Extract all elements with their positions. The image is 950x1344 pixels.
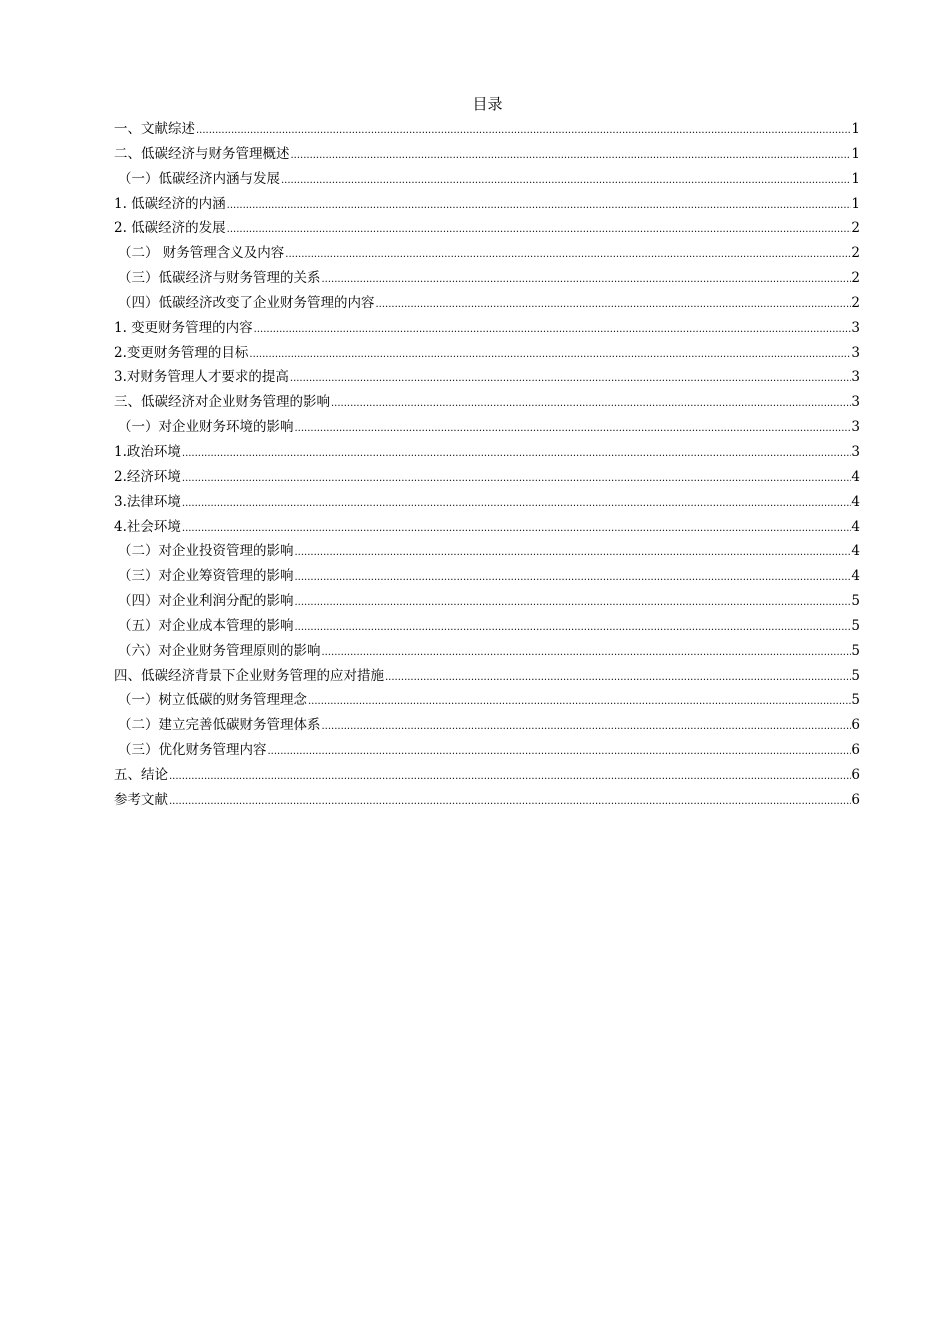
toc-entry[interactable] <box>114 117 860 142</box>
toc-dot-leader <box>385 666 851 691</box>
toc-entry-page-number: 4 <box>851 518 860 535</box>
toc-dot-leader <box>227 218 852 243</box>
toc-entry-page-number: 4 <box>851 493 860 510</box>
toc-entry-text: （一）树立低碳的财务管理理念 <box>118 692 307 709</box>
toc-entry[interactable] <box>114 415 860 440</box>
toc-entry-page-number: 5 <box>851 642 860 659</box>
toc-entry-page-number: 3 <box>851 319 860 336</box>
toc-entry-text: 4.社会环境 <box>114 518 181 535</box>
toc-dot-leader <box>249 343 851 368</box>
toc-entry-text: 1. 变更财务管理的内容 <box>114 319 253 336</box>
toc-entry[interactable] <box>114 738 860 763</box>
toc-entry[interactable] <box>114 192 860 217</box>
toc-entry-text: 二、低碳经济与财务管理概述 <box>114 145 290 162</box>
toc-entry-text: （二）建立完善低碳财务管理体系 <box>118 717 321 734</box>
toc-entry[interactable] <box>114 291 860 316</box>
toc-entry[interactable] <box>114 688 860 713</box>
toc-entry[interactable] <box>114 713 860 738</box>
toc-dot-leader <box>322 641 852 666</box>
toc-dot-leader <box>308 690 851 715</box>
toc-dot-leader <box>281 169 851 194</box>
toc-dot-leader <box>285 243 851 268</box>
toc-entry-page-number: 3 <box>851 394 860 411</box>
toc-entry-text: （一）对企业财务环境的影响 <box>118 419 294 436</box>
toc-entry-text: （三）低碳经济与财务管理的关系 <box>118 270 321 287</box>
toc-entry[interactable] <box>114 365 860 390</box>
toc-entry-text: 1.政治环境 <box>114 443 181 460</box>
toc-dot-leader <box>295 591 852 616</box>
toc-dot-leader <box>169 790 851 815</box>
toc-entry-page-number: 1 <box>851 170 860 187</box>
toc-entry[interactable] <box>114 341 860 366</box>
toc-entry-text: 四、低碳经济背景下企业财务管理的应对措施 <box>114 667 384 684</box>
toc-entry-page-number: 5 <box>851 667 860 684</box>
toc-entry-page-number: 2 <box>851 270 860 287</box>
toc-entry-page-number: 2 <box>851 245 860 262</box>
toc-dot-leader <box>182 442 852 467</box>
toc-entry[interactable] <box>114 440 860 465</box>
toc-entry[interactable] <box>114 390 860 415</box>
toc-entry[interactable] <box>114 216 860 241</box>
toc-entry[interactable] <box>114 316 860 341</box>
toc-dot-leader <box>322 715 852 740</box>
toc-entry-text: （一）低碳经济内涵与发展 <box>118 170 280 187</box>
toc-dot-leader <box>182 517 852 542</box>
toc-dot-leader <box>290 367 852 392</box>
toc-entry-text: 3.法律环境 <box>114 493 181 510</box>
toc-dot-leader <box>295 541 852 566</box>
toc-entry-page-number: 3 <box>851 443 860 460</box>
toc-entry-page-number: 1 <box>851 145 860 162</box>
toc-entry[interactable] <box>114 589 860 614</box>
toc-entry[interactable] <box>114 539 860 564</box>
toc-entry[interactable] <box>114 614 860 639</box>
toc-entry-page-number: 1 <box>851 121 860 137</box>
toc-dot-leader <box>322 268 852 293</box>
toc-entry-page-number: 5 <box>851 692 860 709</box>
toc-dot-leader <box>268 740 852 765</box>
toc-entry-text: 参考文献 <box>114 791 168 808</box>
toc-entry-page-number: 6 <box>851 766 860 783</box>
toc-entry-page-number: 1 <box>851 195 860 212</box>
toc-dot-leader <box>169 765 851 790</box>
toc-entry-text: 1. 低碳经济的内涵 <box>114 195 226 212</box>
toc-entry-page-number: 6 <box>851 717 860 734</box>
toc-entry-text: 一、文献综述 <box>114 121 195 137</box>
toc-entry[interactable] <box>114 639 860 664</box>
toc-dot-leader <box>295 616 852 641</box>
toc-entry[interactable] <box>114 788 860 813</box>
toc-entry[interactable] <box>114 465 860 490</box>
toc-entry[interactable] <box>114 664 860 689</box>
toc-entry-page-number: 4 <box>851 568 860 585</box>
toc-entry-text: 五、结论 <box>114 766 168 783</box>
toc-entry-text: （五）对企业成本管理的影响 <box>118 617 294 634</box>
toc-dot-leader <box>295 417 852 442</box>
toc-entry[interactable] <box>114 490 860 515</box>
toc-entry-text: （二） 财务管理含义及内容 <box>118 245 285 262</box>
toc-entry-text: 2.经济环境 <box>114 468 181 485</box>
toc-entry-page-number: 5 <box>851 617 860 634</box>
toc-entry-page-number: 3 <box>851 369 860 386</box>
toc-entry-text: （三）对企业筹资管理的影响 <box>118 568 294 585</box>
toc-entry[interactable] <box>114 564 860 589</box>
toc-entry-page-number: 6 <box>851 742 860 759</box>
toc-dot-leader <box>331 392 851 417</box>
toc-entry-text: （四）对企业利润分配的影响 <box>118 593 294 610</box>
toc-dot-leader <box>196 119 851 144</box>
toc-entry-page-number: 4 <box>851 543 860 560</box>
toc-dot-leader <box>182 492 852 517</box>
toc-entry-text: 2. 低碳经济的发展 <box>114 220 226 237</box>
toc-dot-leader <box>254 318 852 343</box>
toc-entry-page-number: 5 <box>851 593 860 610</box>
toc-entry-text: 3.对财务管理人才要求的提高 <box>114 369 289 386</box>
toc-entry-page-number: 4 <box>851 468 860 485</box>
toc-dot-leader <box>291 144 852 169</box>
toc-entry[interactable] <box>114 241 860 266</box>
toc-dot-leader <box>295 566 852 591</box>
toc-entry-page-number: 3 <box>851 344 860 361</box>
toc-dot-leader <box>182 467 852 492</box>
toc-dot-leader <box>376 293 852 318</box>
toc-entry[interactable] <box>114 763 860 788</box>
toc-entry-text: （二）对企业投资管理的影响 <box>118 543 294 560</box>
toc-list <box>114 117 860 813</box>
toc-entry-text: 2.变更财务管理的目标 <box>114 344 249 361</box>
toc-entry-text: （六）对企业财务管理原则的影响 <box>118 642 321 659</box>
toc-entry-page-number: 3 <box>851 419 860 436</box>
toc-entry[interactable] <box>114 515 860 540</box>
toc-entry-text: 三、低碳经济对企业财务管理的影响 <box>114 394 330 411</box>
toc-entry-page-number: 6 <box>851 791 860 808</box>
toc-title: 目录 <box>472 95 503 113</box>
toc-entry-text: （三）优化财务管理内容 <box>118 742 267 759</box>
toc-dot-leader <box>227 194 852 219</box>
toc-entry-page-number: 2 <box>851 294 860 311</box>
toc-entry-text: （四）低碳经济改变了企业财务管理的内容 <box>118 294 375 311</box>
toc-entry[interactable] <box>114 142 860 167</box>
toc-entry[interactable] <box>114 167 860 192</box>
toc-entry[interactable] <box>114 266 860 291</box>
toc-entry-page-number: 2 <box>851 220 860 237</box>
